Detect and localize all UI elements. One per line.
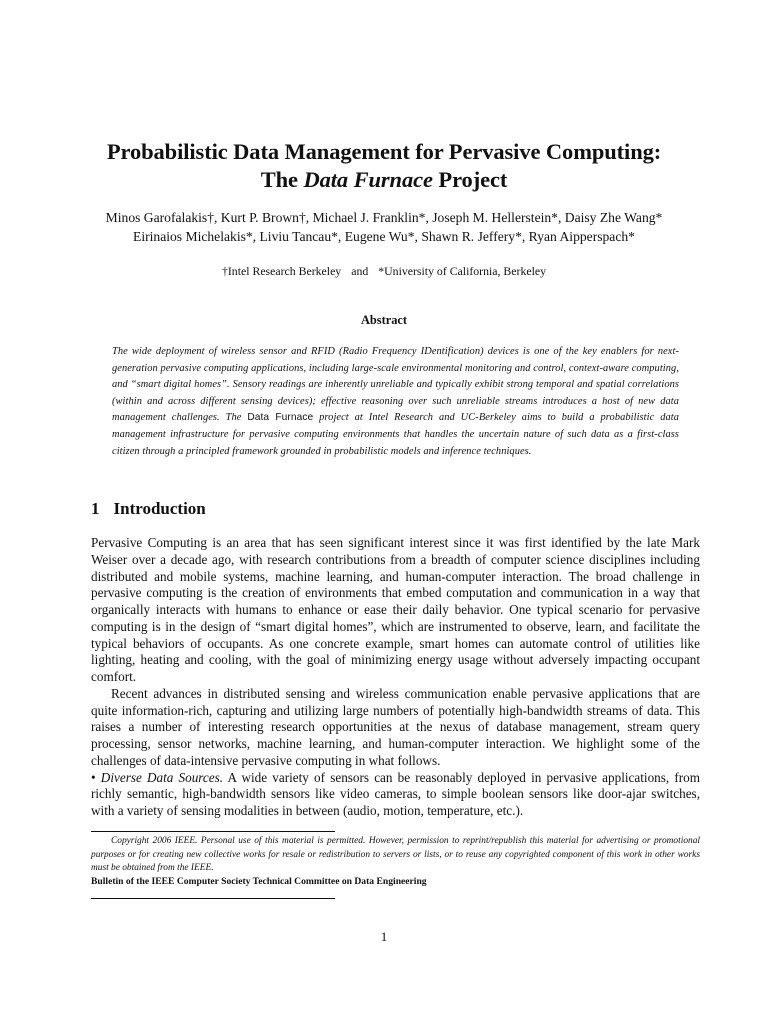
- abstract-project-name: Data Furnace: [247, 412, 314, 424]
- title-project-name: Data Furnace: [303, 167, 433, 192]
- title-line-2: [60, 166, 708, 194]
- section-heading: [91, 499, 206, 519]
- section-number: 1: [91, 499, 100, 518]
- paragraph-2: Recent advances in distributed sensing and wireless communication enable pervasive applications that are quite information-rich, capturing and utilizing large numbers of potentially high-bandwidth streams of data. This raises a number of interesting research opportunities at the nexus of database management, stream query processing, sensor networks, machine learning, and human-computer interaction. We highlight some of the challenges of data-intensive pervasive computing in what follows.: [91, 685, 700, 768]
- authors-line-1: Minos Garofalakis†, Kurt P. Brown†, Michael J. Franklin*, Joseph M. Hellerstein*, Daisy Zhe Wang*: [105, 210, 663, 225]
- affiliation-berkeley: *University of California, Berkeley: [378, 264, 546, 278]
- bulletin-line: Bulletin of the IEEE Computer Society Technical Committee on Data Engineering: [91, 876, 427, 887]
- title-line-1: Probabilistic Data Management for Pervasive Computing:: [106, 139, 662, 164]
- bullet-text: A wide variety of sensors can be reasonably deployed in pervasive applications, from richly semantic, high-bandwidth sensors like video cameras, to simple boolean sensors like door-ajar switches, with a variety of sensing modalities in between (audio, motion, temperature, etc.).: [91, 769, 701, 818]
- title-suffix: Project: [432, 167, 508, 192]
- bullet-marker: •: [91, 769, 96, 785]
- author-list: [60, 208, 708, 246]
- affiliations: [60, 263, 708, 279]
- paper-title: [60, 138, 708, 194]
- copyright-text: Copyright 2006 IEEE. Personal use of this material is permitted. However, permission to reprint/republish this material for advertising or promotional purposes or for creating new collective works for resale or redistribution to servers or lists, or to reuse any copyrighted component of this work in other works must be obtained from the IEEE.: [91, 836, 700, 873]
- bullet-heading: Diverse Data Sources.: [100, 769, 224, 785]
- section-title: Introduction: [113, 499, 206, 518]
- abstract-text: [112, 344, 679, 460]
- abstract-text-before: The wide deployment of wireless sensor and RFID (Radio Frequency IDentification) devices is one of the key enablers for next-generation pervasive computing applications, including large-scale environmental monitoring and control, context-aware computing, and “smart digital homes”. Sensory readings are inherently unreliable and typically exhibit strong temporal and spatial correlations (within and across different sensing devices); effective reasoning over such unreliable streams introduces a host of new data management challenges. The: [112, 346, 679, 424]
- body-text: [91, 535, 700, 820]
- bullet-diverse-data-sources: [91, 770, 700, 820]
- page-number: 1: [380, 929, 388, 944]
- paragraph-1: Pervasive Computing is an area that has seen significant interest since it was first identified by the late Mark Weiser over a decade ago, with research contributions from a breadth of computer science disciplines including distributed and mobile systems, machine learning, and human-computer interaction. The broad challenge in pervasive computing is the creation of environments that embed computation and communication in a way that organically interacts with humans to enhance or ease their daily behavior. One typical scenario for pervasive computing is in the design of “smart digital homes”, which are instrumented to observe, learn, and facilitate the typical behaviors of occupants. As one concrete example, smart homes can automate control of utilities like lighting, heating and cooling, with the goal of minimizing energy usage without adversely impacting occupant comfort.: [91, 535, 700, 684]
- affiliation-conjunction: and: [351, 264, 369, 278]
- abstract-text-after: project at Intel Research and UC-Berkeley aims to build a probabilistic data management infrastructure for pervasive computing environments that handles the uncertain nature of such data as a first-class citizen through a principled framework grounded in probabilistic models and inference techniques.: [112, 412, 679, 457]
- abstract-heading: Abstract: [360, 313, 408, 327]
- footnote-rule-bottom: [91, 898, 335, 899]
- title-prefix: The: [260, 167, 304, 192]
- authors-line-2: Eirinaios Michelakis*, Liviu Tancau*, Eugene Wu*, Shawn R. Jeffery*, Ryan Aipperspach*: [133, 229, 635, 244]
- affiliation-intel: †Intel Research Berkeley: [221, 264, 342, 278]
- footnote-rule-top: [91, 831, 335, 832]
- copyright-notice: [91, 835, 700, 876]
